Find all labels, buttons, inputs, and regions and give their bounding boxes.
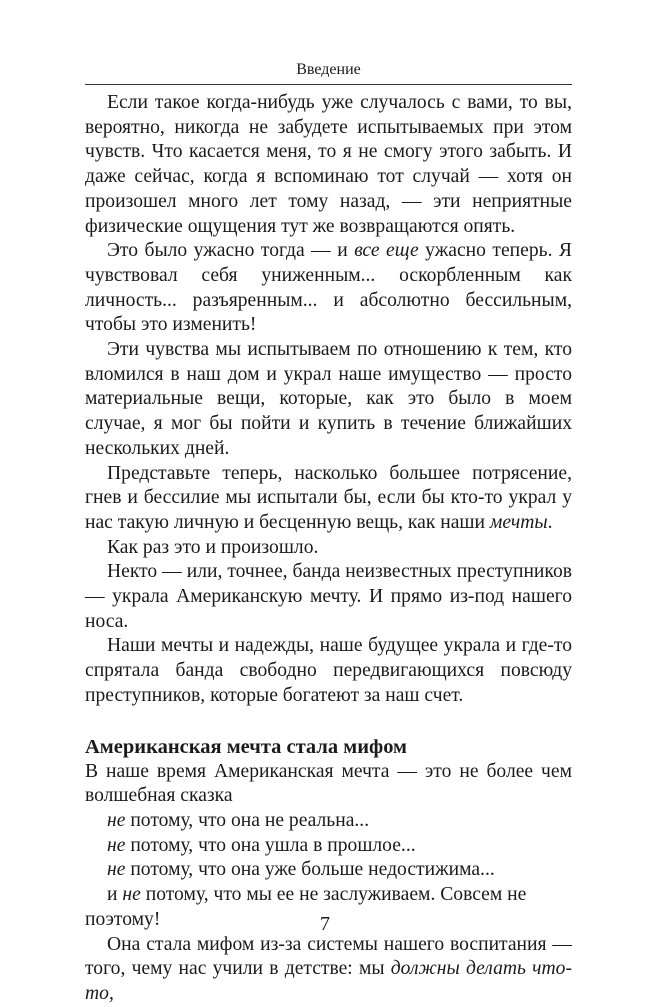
paragraph-4 bbox=[85, 462, 572, 536]
list-item-4-emphasis: не bbox=[122, 884, 141, 906]
list-item-3-emphasis: не bbox=[107, 859, 126, 881]
paragraph-3-text: Эти чувства мы испытываем по отношению к тем, кто вломился в наш дом и украл наше имущество — просто материальные вещи, которые, как это было в моем случае, я мог бы пойти и купить в течение ближайших нескольких дней. bbox=[85, 339, 572, 459]
paragraph-5 bbox=[85, 536, 572, 561]
closing-emphasis: должны делать что-то bbox=[85, 958, 572, 1004]
paragraph-4-text-b: . bbox=[547, 511, 553, 533]
book-page bbox=[85, 60, 572, 1007]
list-item-1 bbox=[85, 809, 572, 834]
paragraph-2-text-b: ужасно теперь. Я чувствовал себя униженным... оскорбленным как личность... разъяренным... и абсолютно бессильным, чтобы это изменить! bbox=[85, 240, 573, 336]
section-closing-paragraph bbox=[85, 933, 572, 1007]
list-item-3-text: потому, что она уже больше недостижима... bbox=[125, 859, 495, 881]
paragraph-2-text-a: Это было ужасно тогда — и bbox=[107, 240, 355, 262]
paragraph-1-text: Если такое когда-нибудь уже случалось с вами, то вы, вероятно, никогда не забудете испытываемых при этом чувств. Что касается меня, то я не смогу этого забыть. И даже сейчас, когда я вспоминаю тот случай — хотя он произошел много лет тому назад, — эти неприятные физические ощущения тут же возвращаются опять. bbox=[85, 92, 572, 237]
paragraph-5-text: Как раз это и произошло. bbox=[107, 536, 319, 558]
paragraph-6 bbox=[85, 560, 572, 634]
list-item-1-text: потому, что она не реальна... bbox=[125, 809, 370, 831]
paragraph-4-emphasis: мечты bbox=[489, 511, 548, 533]
list-item-1-emphasis: не bbox=[107, 809, 126, 831]
list-item-3 bbox=[85, 858, 572, 883]
running-header: Введение bbox=[85, 60, 572, 85]
body-text bbox=[85, 91, 572, 1007]
paragraph-2 bbox=[85, 239, 572, 338]
section-intro bbox=[85, 760, 572, 809]
list-item-2 bbox=[85, 834, 572, 859]
list-item-2-text: потому, что она ушла в прошлое... bbox=[125, 834, 416, 856]
paragraph-7-text: Наши мечты и надежды, наше будущее украла и где-то спрятала банда свободно передвигающихся повсюду преступников, которые богатеют за наш счет. bbox=[85, 635, 572, 706]
paragraph-7 bbox=[85, 634, 572, 708]
list-item-4-prefix: и bbox=[107, 884, 123, 906]
paragraph-6-text: Некто — или, точнее, банда неизвестных преступников — украла Американскую мечту. И прямо из-под нашего носа. bbox=[85, 561, 572, 632]
paragraph-1 bbox=[85, 91, 572, 239]
closing-text-b: , bbox=[108, 982, 114, 1004]
page-number: 7 bbox=[320, 913, 330, 935]
section-heading: Американская мечта стала мифом bbox=[85, 735, 408, 758]
paragraph-4-text-a: Представьте теперь, насколько большее потрясение, гнев и бессилие мы испытали бы, если бы кто-то украл у нас такую личную и бесценную вещь, как наши bbox=[85, 462, 572, 533]
list-item-4-text: потому, что мы ее не заслуживаем. Совсем не поэтому! bbox=[85, 884, 527, 930]
section-intro-text: В наше время Американская мечта — это не более чем волшебная сказка bbox=[85, 760, 572, 807]
paragraph-3 bbox=[85, 338, 572, 462]
paragraph-2-emphasis: все еще bbox=[354, 240, 419, 262]
closing-text-a: Она стала мифом из-за системы нашего воспитания — того, чему нас учили в детстве: мы bbox=[85, 933, 572, 980]
list-item-2-emphasis: не bbox=[107, 834, 126, 856]
